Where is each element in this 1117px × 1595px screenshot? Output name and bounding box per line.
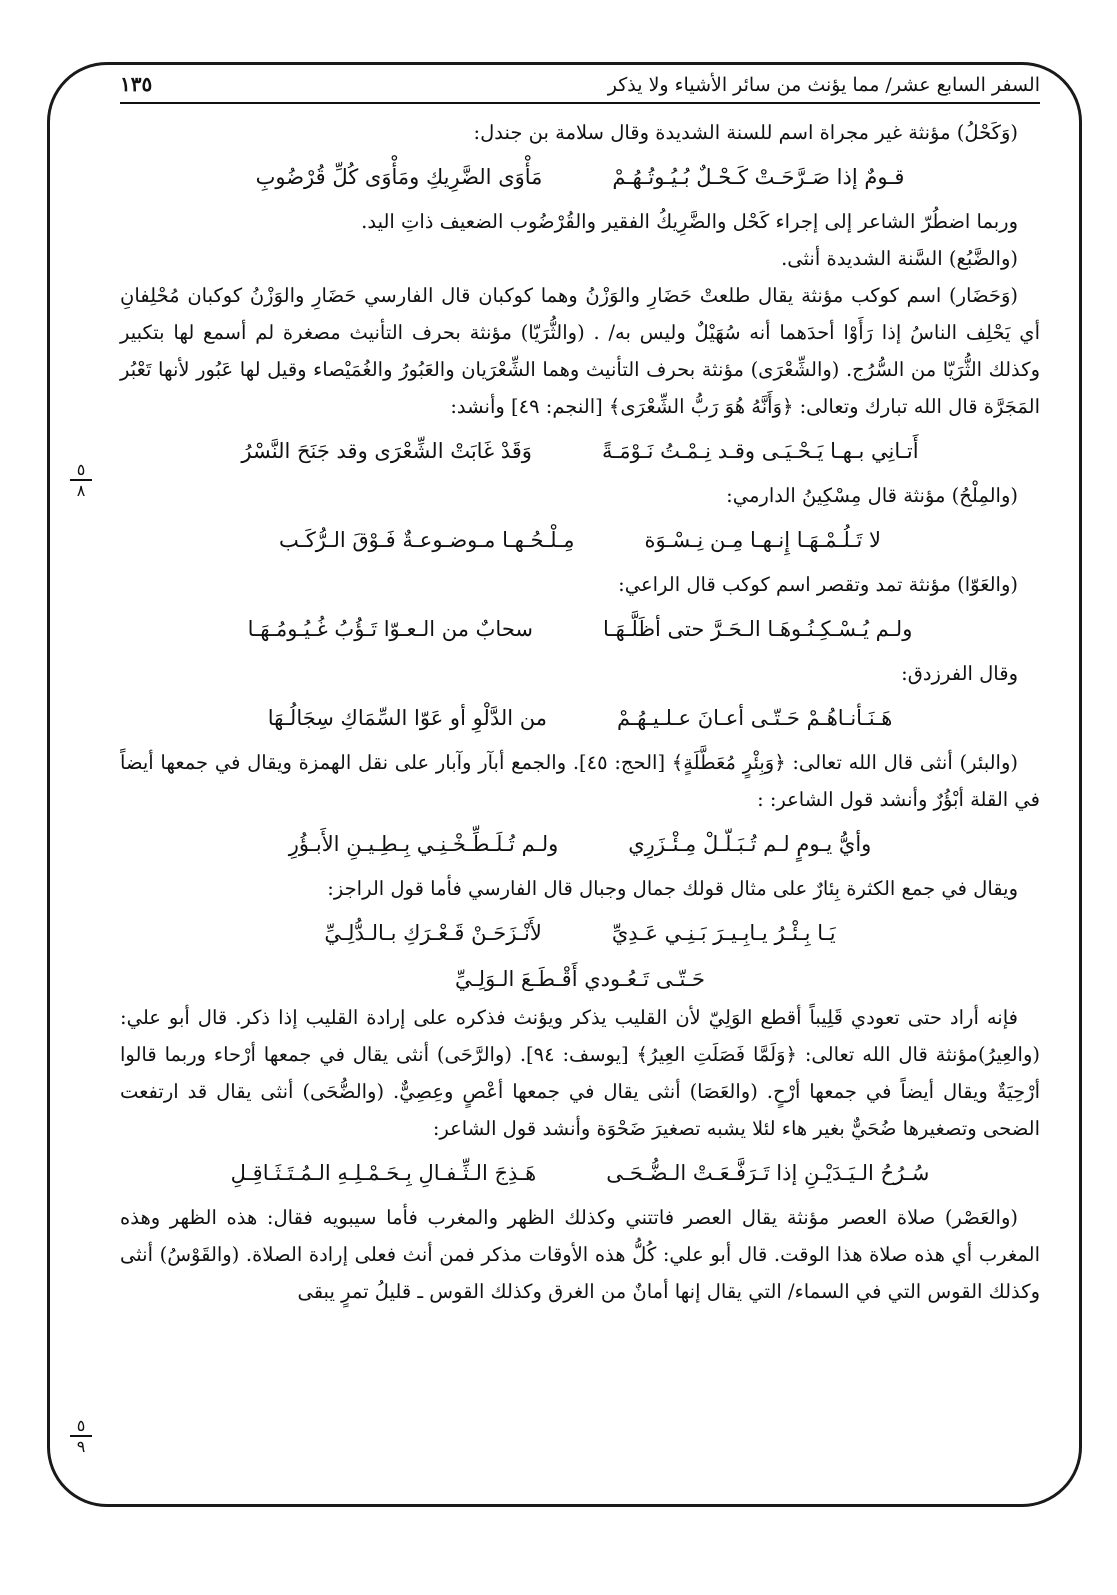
paragraph: (والعَوّا) مؤنثة تمد وتقصر اسم كوكب قال الراعي: xyxy=(618,573,1018,596)
verse-hemistich: ولـم تُـلَـطِّـخْـنِـي بِـطِـيـنِ الأَبـؤُرِ xyxy=(288,832,559,856)
verse xyxy=(120,607,1040,651)
page-number: ١٣٥ xyxy=(120,72,153,96)
verse-hemistich: لأَنْـزَحَـنْ قَـعْـرَكِ بـالـدُّلِـيِّ xyxy=(324,921,542,945)
verse-hemistich: يَـا بِـئْـرُ يـابِـيـرَ بَـنِـي عَـدِيِّ xyxy=(611,921,836,945)
running-header xyxy=(120,72,1040,104)
verse xyxy=(120,518,1040,562)
paragraph: وربما اضطُرّ الشاعر إلى إجراء كَحْل والضَّرِيكُ الفقير والقُرْضُوب الضعيف ذاتِ اليد. xyxy=(361,210,1018,233)
verse-hemistich: وَقَدْ غَابَتْ الشِّعْرَى وقد جَنَحَ النَّسْرُ xyxy=(241,439,532,463)
paragraph: (والبئر) أنثى قال الله تعالى: ﴿وَبِئْرٍ مُعَطَّلَةٍ﴾ [الحج: ٤٥]. والجمع أبآر وآبار على نقل الهمزة ويقال في جمعها أيضاً في القلة أبْؤُرٌ وأنشد قول الشاعر: : xyxy=(120,751,1040,811)
verse-hemistich: قـومٌ إذا صَـرَّحَـتْ كَـحْـلٌ بُـيُـوتُـهُـمْ xyxy=(612,165,905,189)
margin-folio-mark: ٥ ٩ xyxy=(70,1418,92,1454)
paragraph: (والعَصْر) صلاة العصر مؤنثة يقال العصر فاتتني وكذلك الظهر والمغرب فأما سيبويه فقال: هذه الظهر وهذه المغرب أي هذه صلاة هذا الوقت. قال أبو علي: كُلُّ هذه الأوقات مذكر فمن أنث فعلى إرادة الصلاة. (والقَوْسُ) أنثى وكذلك القوس التي في السماء/ التي يقال إنها أمانٌ من الغرق وكذلك القوس ـ قليلُ تمرٍ يبقى xyxy=(120,1206,1040,1303)
verse-hemistich: مِـلْـحُـهـا مـوضـوعـةٌ فَـوْقَ الـرُّكَـب xyxy=(278,528,575,552)
verse xyxy=(120,1151,1040,1195)
verse xyxy=(120,911,1040,955)
verse-hemistich: لا تَـلُـمْـهَـا إِنـهـا مِـن نِـسْـوَة xyxy=(644,528,882,552)
running-title: السفر السابع عشر/ مما يؤنث من سائر الأشياء ولا يذكر xyxy=(607,74,1040,96)
paragraph: (والضَّبُع) السَّنة الشديدة أنثى. xyxy=(781,247,1018,270)
verse-hemistich: سُـرُحُ الـيَـدَيْـنِ إذا تَـرَفَّـعَـتْ الـضُّـحَـى xyxy=(606,1161,930,1185)
verse-line: حَـتّـى تَـعُـودي أَقْـطَـعَ الـوَلِـيِّ xyxy=(455,967,705,991)
paragraph: (وَحَضَار) اسم كوكب مؤنثة يقال طلعتْ حَضَارِ والوَزْنُ وهما كوكبان قال الفارسي حَضَارِ والوَزْنُ كوكبان مُحْلِفانِ أي يَحْلِف الناسُ إذا رَأَوْا أحدَهما أنه سُهَيْلٌ وليس به/ . (والثُّرَيّا) مؤنثة بحرف التأنيث مصغرة لم أسمع لها بتكبير وكذلك الثُّرَيّا من السُّرُج. (والشِّعْرَى) مؤنثة بحرف التأنيث وهما الشِّعْرَيان والعَبُورُ والغُمَيْصاء وقيل لها عَبُور لأنها تَعْبُر المَجَرَّة قال الله تبارك وتعالى: ﴿وَأَنَّهُ هُوَ رَبُّ الشِّعْرَى﴾ [النجم: ٤٩] وأنشد: xyxy=(120,284,1040,418)
verse-hemistich: مَأْوَى الضَّرِيكِ ومَأْوَى كُلِّ قُرْضُوبِ xyxy=(255,165,543,189)
paragraph: وقال الفرزدق: xyxy=(901,662,1018,685)
verse-hemistich: هَـنَـأنـاهُـمْ حَـتّـى أعـانَ عـلـيـهُـمْ xyxy=(617,706,893,730)
margin-folio-mark: ٥ ٨ xyxy=(70,462,92,498)
verse-hemistich: أَتـانِي بـهـا يَـحْـيَـى وقـد نِـمْـتُ نَـوْمَـةً xyxy=(601,439,919,463)
verse-hemistich: هَـذِجَ الـثِّـفـالِ بِـحَـمْـلِـهِ الـمُـتَـثَـاقِـلِ xyxy=(230,1161,537,1185)
verse xyxy=(120,155,1040,199)
paragraph: (وَكَحْلُ) مؤنثة غير مجراة اسم للسنة الشديدة وقال سلامة بن جندل: xyxy=(473,121,1018,144)
verse xyxy=(120,429,1040,473)
paragraph: فإنه أراد حتى تعودي قَلِيباً أقطع الوَلِيّ لأن القليب يذكر ويؤنث فذكره على إرادة القليب إذا ذكر. قال أبو علي: (والعِيرُ)مؤنثة قال الله تعالى: ﴿وَلَمَّا فَصَلَتِ العِيرُ﴾ [يوسف: ٩٤]. (والرَّحَى) أنثى يقال في جمعها أرْحاء وربما قالوا أرْحِيَةٌ ويقال أيضاً في جمعها أرْحٍ. (والعَصَا) أنثى يقال في جمعها أعْصٍ وعِصِيٌّ. (والضُّحَى) أنثى يقال قد ارتفعت الضحى وتصغيرها ضُحَيٌّ بغير هاء لئلا يشبه تصغيرَ ضَحْوَة وأنشد قول الشاعر: xyxy=(120,1006,1041,1140)
page-body xyxy=(120,72,1040,1310)
verse-hemistich: من الدَّلْوِ أو عَوّا السِّمَاكِ سِجَالُـهَا xyxy=(267,706,547,730)
paragraph: ويقال في جمع الكثرة بِئارٌ على مثال قولك جمال وجبال قال الفارسي فأما قول الراجز: xyxy=(327,877,1018,900)
verse-hemistich: ولـم يُـسْـكِـنُـوهَـا الـحَـرَّ حتى أظَلَّـهَـا xyxy=(602,617,913,641)
verse xyxy=(120,822,1040,866)
verse-hemistich: وأيُّ يـومٍ لـم تُـبَـلّـلْ مِـئْـزَرِي xyxy=(628,832,872,856)
verse-hemistich: سحابٌ من الـعـوّا تَـؤُبُ غُـيُـومُـهَـا xyxy=(247,617,533,641)
verse xyxy=(120,696,1040,740)
paragraph: (والمِلْحُ) مؤنثة قال مِسْكِينُ الدارمي: xyxy=(726,484,1018,507)
